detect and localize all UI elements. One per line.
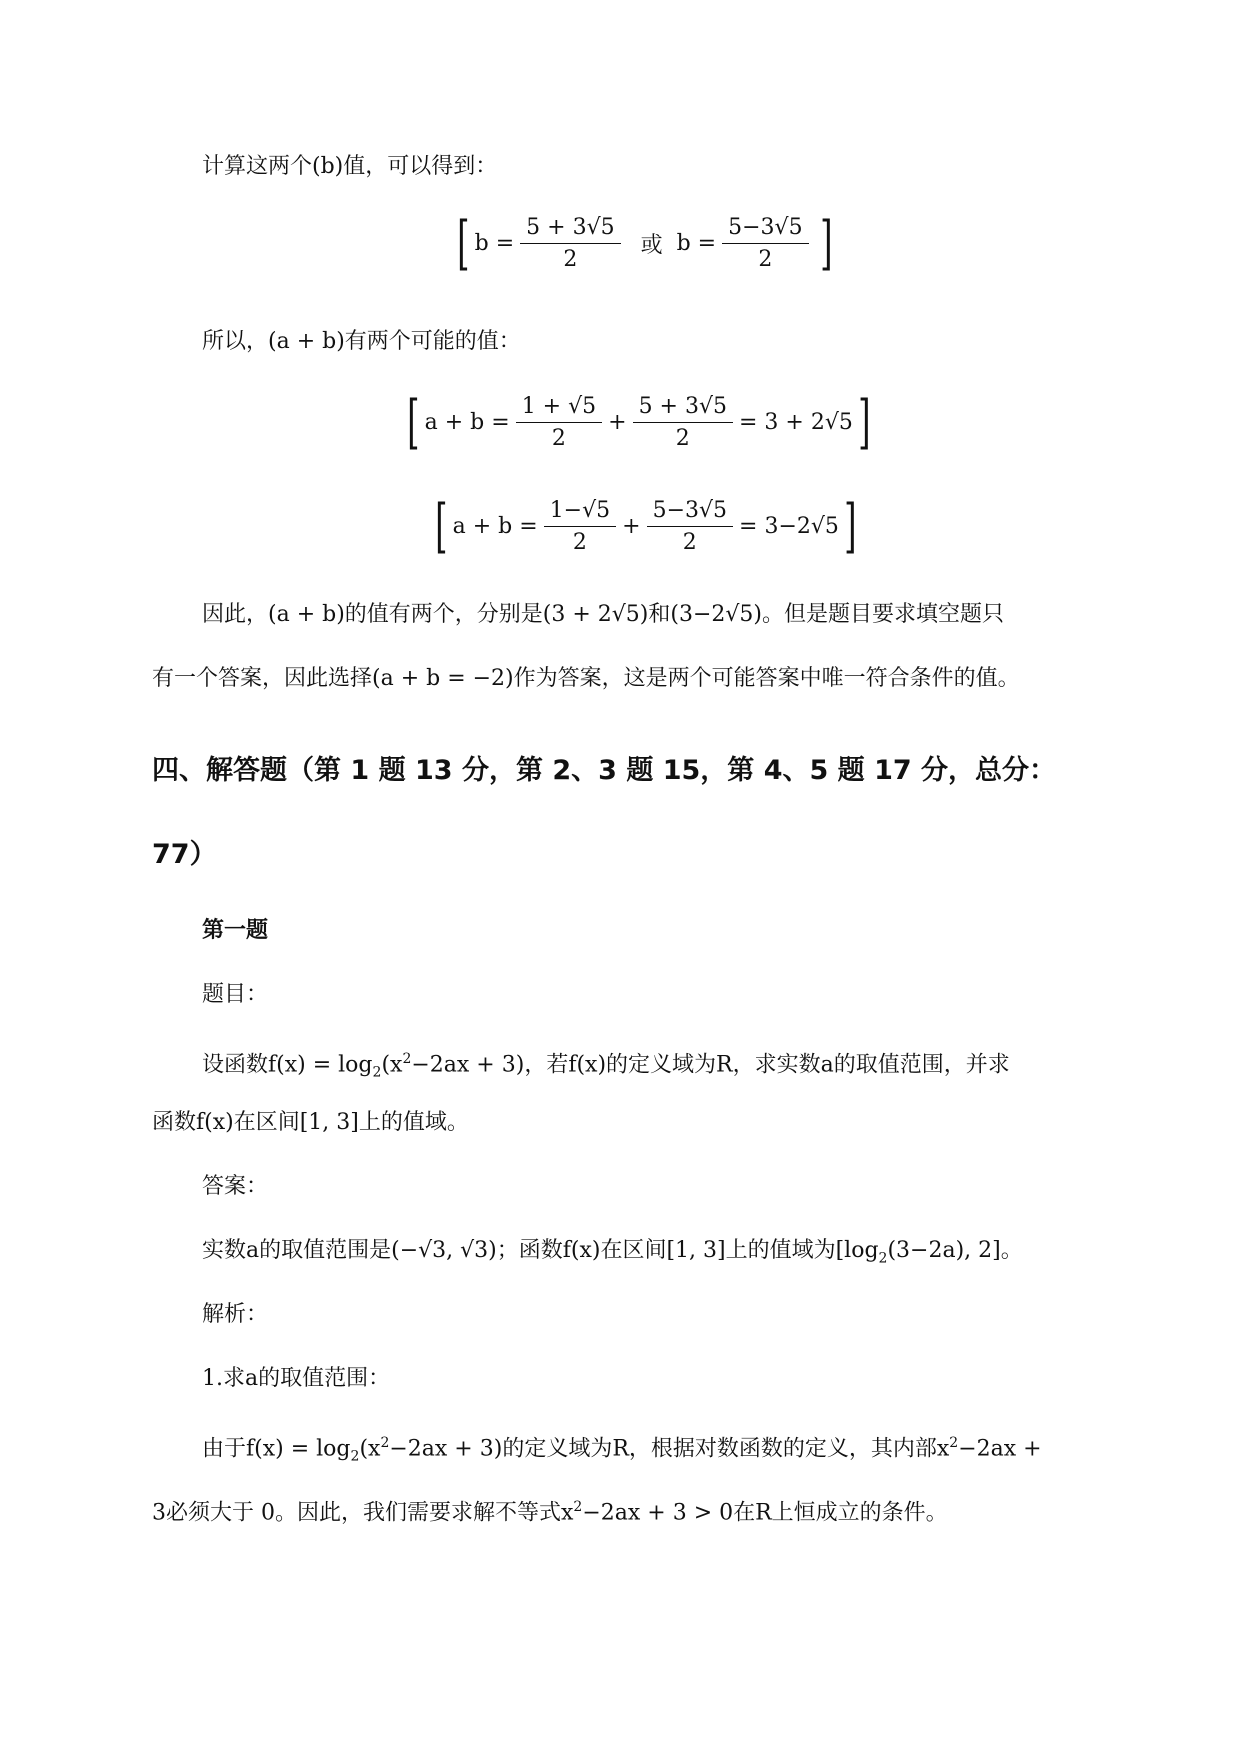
section-heading-cont: 77） [152,839,217,870]
eq-text: a + b = [424,409,510,435]
text-line: 所以，(a + b)有两个可能的值： [202,329,521,354]
denominator: 2 [758,246,773,272]
numerator: 5 + 3√5 [633,394,733,423]
text-span: −2ax + 3)，若f(x)的定义域为R，求实数a的取值范围，并求 [411,1052,1010,1078]
eq-text: a + b = [452,513,538,539]
fraction [633,394,733,451]
fraction [544,498,616,555]
numerator: 5 + 3√5 [520,215,620,244]
denominator: 2 [572,529,587,555]
text-span: (x [381,1052,403,1078]
fraction [722,215,808,272]
denominator: 2 [551,425,566,451]
superscript: 2 [402,1051,412,1067]
eq-text: = 3−2√5 [739,513,839,539]
numerator: 1 + √5 [516,394,602,423]
eq-text: + [608,409,627,435]
text-span: 由于f(x) = log [202,1436,351,1462]
equation-sum-2 [430,492,862,560]
eq-text: = 3 + 2√5 [739,409,853,435]
text-span: −2ax + [958,1436,1042,1462]
right-bracket: ] [844,492,857,560]
denominator: 2 [682,529,697,555]
problem-title: 第一题 [202,918,269,943]
section-heading: 四、解答题（第 1 题 13 分，第 2、3 题 15，第 4、5 题 17 分，总分： [152,755,1057,786]
text-line: 计算这两个(b)值，可以得到： [202,154,498,179]
numerator: 1−√5 [544,498,616,527]
text-line: 因此，(a + b)的值有两个，分别是(3 + 2√5)和(3−2√5)。但是题目要求填空题只 [202,602,1004,627]
text-line: 答案： [202,1174,269,1199]
fraction [520,215,620,272]
text-line: 解析： [202,1302,269,1327]
subscript: 2 [350,1448,360,1465]
superscript: 2 [949,1435,959,1451]
numerator: 5−3√5 [722,215,808,244]
text-line: 有一个答案，因此选择(a + b = −2)作为答案，这是两个可能答案中唯一符合条件的值。 [152,666,1020,691]
text-span: 设函数f(x) = log [202,1052,373,1078]
denominator: 2 [675,425,690,451]
text-span: 实数a的取值范围是(−√3, √3)；函数f(x)在区间[1, 3]上的值域为[log [202,1238,879,1263]
text-line: 题目： [202,982,269,1007]
text-span: −2ax + 3)的定义域为R，根据对数函数的定义，其内部x [389,1436,950,1462]
left-bracket: [ [407,388,420,456]
text-span: (3−2a), 2]。 [887,1238,1023,1263]
fraction [516,394,602,451]
text-span: (x [359,1436,381,1462]
fraction [647,498,733,555]
text-line: 函数f(x)在区间[1, 3]上的值域。 [152,1110,469,1135]
text-span: 3必须大于 0。因此，我们需要求解不等式x [152,1500,574,1526]
subscript: 2 [372,1064,382,1081]
text-line [202,1044,1010,1088]
eq-text: + [622,513,641,539]
denominator: 2 [563,246,578,272]
text-line [202,1236,1023,1273]
text-line [202,1428,1042,1472]
equation-b-values [452,209,837,277]
left-bracket: [ [457,209,470,277]
eq-text: b = [474,230,515,256]
right-bracket: ] [857,388,871,456]
superscript: 2 [380,1435,390,1451]
numerator: 5−3√5 [647,498,733,527]
left-bracket: [ [435,492,448,560]
superscript: 2 [573,1499,583,1515]
text-line [152,1492,948,1528]
equation-sum-1 [402,388,876,456]
eq-text: b = [676,230,717,256]
right-bracket: ] [819,209,833,277]
eq-text: 或 [640,232,663,258]
text-line: 1.求a的取值范围： [202,1366,391,1391]
text-span: −2ax + 3 > 0在R上恒成立的条件。 [582,1500,948,1526]
subscript: 2 [878,1250,888,1267]
